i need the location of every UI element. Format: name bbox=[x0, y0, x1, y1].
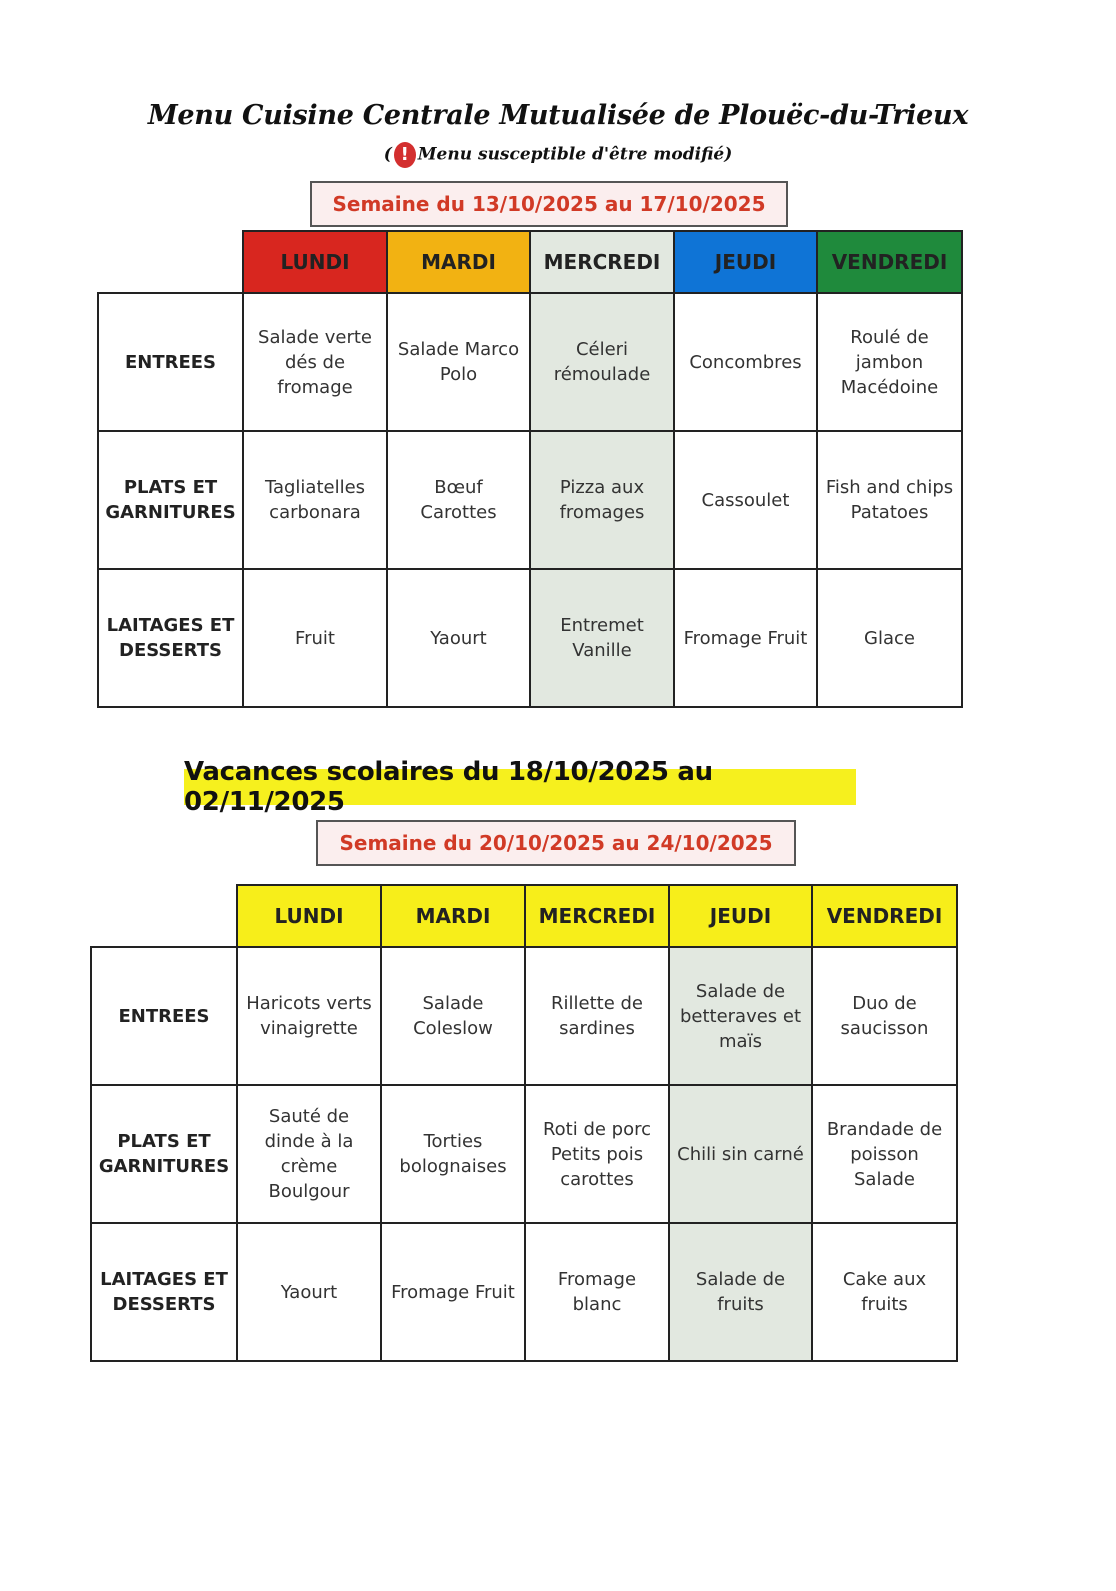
menu-cell: Bœuf Carottes bbox=[387, 431, 530, 569]
subtitle-text: Menu susceptible d'être modifié) bbox=[417, 144, 733, 165]
menu-cell: Yaourt bbox=[387, 569, 530, 707]
week1-day-mardi: MARDI bbox=[387, 231, 530, 293]
week2-day-vendredi: VENDREDI bbox=[812, 885, 957, 947]
week2-row-plats bbox=[91, 1085, 957, 1223]
menu-cell: Haricots verts vinaigrette bbox=[237, 947, 381, 1085]
menu-cell: Roulé de jambon Macédoine bbox=[817, 293, 962, 431]
menu-cell: Salade de betteraves et maïs bbox=[669, 947, 812, 1085]
menu-cell: Fromage blanc bbox=[525, 1223, 669, 1361]
menu-cell: Glace bbox=[817, 569, 962, 707]
menu-cell: Roti de porc Petits pois carottes bbox=[525, 1085, 669, 1223]
menu-cell: Sauté de dinde à la crème Boulgour bbox=[237, 1085, 381, 1223]
week1-label: Semaine du 13/10/2025 au 17/10/2025 bbox=[310, 181, 788, 227]
page-subtitle bbox=[0, 142, 1116, 168]
week1-day-mercredi: MERCREDI bbox=[530, 231, 674, 293]
week1-header-row bbox=[98, 231, 962, 293]
menu-cell: Salade Coleslow bbox=[381, 947, 525, 1085]
week2-label: Semaine du 20/10/2025 au 24/10/2025 bbox=[316, 820, 796, 866]
row-label: PLATS ET GARNITURES bbox=[98, 431, 243, 569]
menu-cell: Cassoulet bbox=[674, 431, 817, 569]
menu-cell: Salade Marco Polo bbox=[387, 293, 530, 431]
menu-cell: Duo de saucisson bbox=[812, 947, 957, 1085]
menu-cell: Céleri rémoulade bbox=[530, 293, 674, 431]
week1-day-jeudi: JEUDI bbox=[674, 231, 817, 293]
menu-cell: Fish and chips Patatoes bbox=[817, 431, 962, 569]
week2-day-mardi: MARDI bbox=[381, 885, 525, 947]
week2-menu-table bbox=[90, 884, 958, 1362]
menu-cell: Pizza aux fromages bbox=[530, 431, 674, 569]
menu-cell: Fromage Fruit bbox=[674, 569, 817, 707]
menu-cell: Fruit bbox=[243, 569, 387, 707]
row-label: ENTREES bbox=[91, 947, 237, 1085]
menu-cell: Tagliatelles carbonara bbox=[243, 431, 387, 569]
corner-cell bbox=[98, 231, 243, 293]
menu-cell: Entremet Vanille bbox=[530, 569, 674, 707]
corner-cell bbox=[91, 885, 237, 947]
subtitle-open-paren: ( bbox=[383, 144, 392, 165]
week1-menu-table bbox=[97, 230, 963, 708]
week1-row-desserts bbox=[98, 569, 962, 707]
week1-day-vendredi: VENDREDI bbox=[817, 231, 962, 293]
menu-cell: Rillette de sardines bbox=[525, 947, 669, 1085]
week2-row-entrees bbox=[91, 947, 957, 1085]
week1-row-plats bbox=[98, 431, 962, 569]
exclamation-icon: ! bbox=[394, 142, 416, 168]
page-title: Menu Cuisine Centrale Mutualisée de Plouëc-du-Trieux bbox=[147, 100, 969, 131]
menu-cell: Concombres bbox=[674, 293, 817, 431]
week2-day-mercredi: MERCREDI bbox=[525, 885, 669, 947]
menu-cell: Cake aux fruits bbox=[812, 1223, 957, 1361]
vacances-banner: Vacances scolaires du 18/10/2025 au 02/11/2025 bbox=[184, 769, 856, 805]
row-label: LAITAGES ET DESSERTS bbox=[91, 1223, 237, 1361]
week2-day-lundi: LUNDI bbox=[237, 885, 381, 947]
week2-day-jeudi: JEUDI bbox=[669, 885, 812, 947]
row-label: ENTREES bbox=[98, 293, 243, 431]
menu-cell: Fromage Fruit bbox=[381, 1223, 525, 1361]
menu-cell: Torties bolognaises bbox=[381, 1085, 525, 1223]
week2-row-desserts bbox=[91, 1223, 957, 1361]
menu-cell: Chili sin carné bbox=[669, 1085, 812, 1223]
menu-cell: Salade verte dés de fromage bbox=[243, 293, 387, 431]
week1-row-entrees bbox=[98, 293, 962, 431]
week1-day-lundi: LUNDI bbox=[243, 231, 387, 293]
menu-cell: Salade de fruits bbox=[669, 1223, 812, 1361]
row-label: PLATS ET GARNITURES bbox=[91, 1085, 237, 1223]
menu-cell: Brandade de poisson Salade bbox=[812, 1085, 957, 1223]
menu-cell: Yaourt bbox=[237, 1223, 381, 1361]
row-label: LAITAGES ET DESSERTS bbox=[98, 569, 243, 707]
week2-header-row bbox=[91, 885, 957, 947]
